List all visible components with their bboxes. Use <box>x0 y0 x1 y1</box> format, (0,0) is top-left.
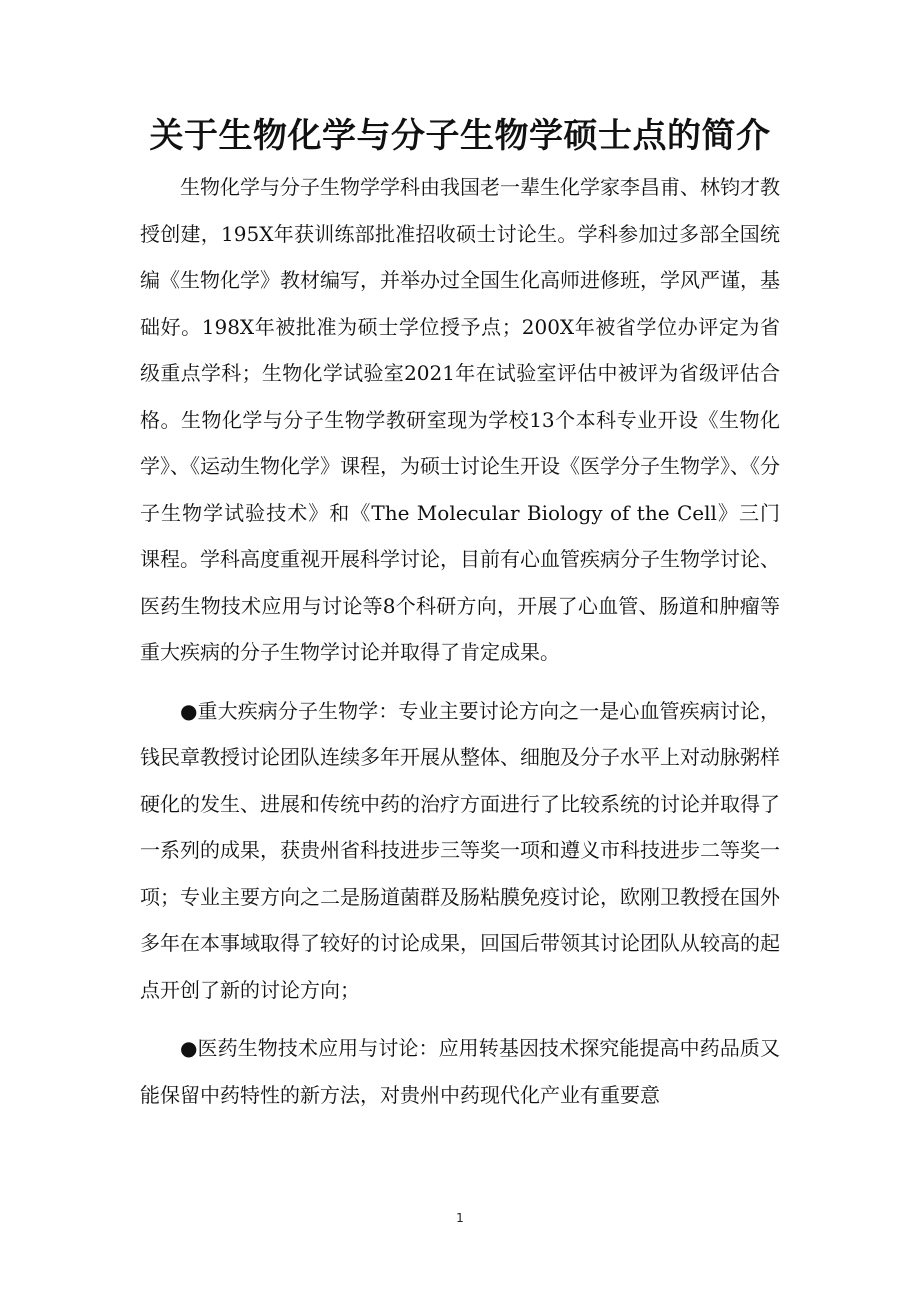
paragraph-intro: 生物化学与分子生物学学科由我国老一辈生化学家李昌甫、林钧才教授创建，195X年获训练部批准招收硕士讨论生。学科参加过多部全国统编《生物化学》教材编写，并举办过全国生化高师进修班，学风严谨，基础好。198X年被批准为硕士学位授予点；200X年被省学位办评定为省级重点学科；生物化学试验室2021年在试验室评估中被评为省级评估合格。生物化学与分子生物学教研室现为学校13个本科专业开设《生物化学》、《运动生物化学》课程，为硕士讨论生开设《医学分子生物学》、《分子生物学试验技术》和《The Molecular Biology of the Cell》三门课程。学科高度重视开展科学讨论，目前有心血管疾病分子生物学讨论、医药生物技术应用与讨论等8个科研方向，开展了心血管、肠道和肿瘤等重大疾病的分子生物学讨论并取得了肯定成果。 <box>140 175 780 664</box>
paragraph-major-disease: ●重大疾病分子生物学：专业主要讨论方向之一是心血管疾病讨论，钱民章教授讨论团队连续多年开展从整体、细胞及分子水平上对动脉粥样硬化的发生、进展和传统中药的治疗方面进行了比较系统的讨论并取得了一系列的成果，获贵州省科技进步三等奖一项和遵义市科技进步二等奖一项；专业主要方向之二是肠道菌群及肠粘膜免疫讨论，欧刚卫教授在国外多年在本事域取得了较好的讨论成果，回国后带领其讨论团队从较高的起点开创了新的讨论方向； <box>140 698 780 1002</box>
page-number: 1 <box>456 1211 464 1225</box>
document-title: 关于生物化学与分子生物学硕士点的简介 <box>149 116 771 156</box>
document-body <box>140 164 780 1118</box>
paragraph-biotech: ●医药生物技术应用与讨论：应用转基因技术探究能提高中药品质又能保留中药特性的新方法，对贵州中药现代化产业有重要意 <box>140 1036 780 1107</box>
